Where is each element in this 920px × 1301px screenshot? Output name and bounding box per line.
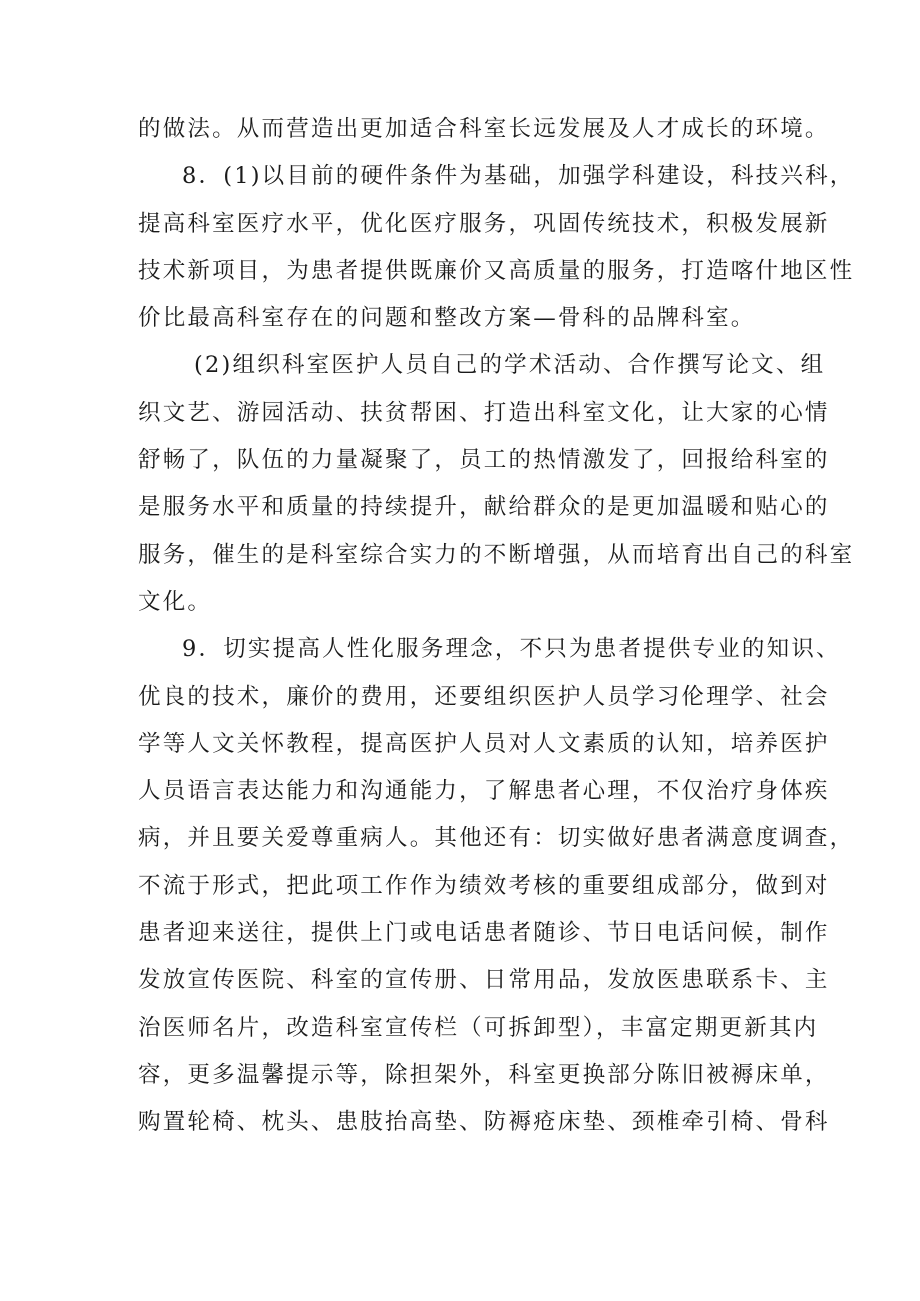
text-line: 技术新项目，为患者提供既廉价又高质量的服务，打造喀什地区性 (138, 257, 855, 284)
text-line: 服务，催生的是科室综合实力的不断增强，从而培育出自己的科室 (138, 541, 855, 568)
text-line: 学等人文关怀教程，提高医护人员对人文素质的认知，培养医护 (138, 730, 830, 757)
text-line: 不流于形式，把此项工作作为绩效考核的重要组成部分，做到对 (138, 872, 830, 899)
text-line: 治医师名片，改造科室宣传栏（可拆卸型），丰富定期更新其内 (138, 1014, 819, 1041)
text-line: 容，更多温馨提示等，除担架外，科室更换部分陈旧被褥床单， (138, 1061, 830, 1088)
document-body (138, 106, 855, 1147)
text-line: 舒畅了，队伍的力量凝聚了，员工的热情激发了，回报给科室的 (138, 447, 830, 474)
text-line: 人员语言表达能力和沟通能力，了解患者心理，不仅治疗身体疾 (138, 778, 830, 805)
text-line: 优良的技术，廉价的费用，还要组织医护人员学习伦理学、社会 (138, 683, 830, 710)
text-line: 发放宣传医院、科室的宣传册、日常用品，发放医患联系卡、主 (138, 967, 830, 994)
text-line: (2)组织科室医护人员自己的学术活动、合作撰写论文、组 (194, 352, 826, 379)
text-line: 文化。 (138, 588, 213, 615)
text-line: 9．切实提高人性化服务理念，不只为患者提供专业的知识、 (182, 636, 841, 663)
text-line: 提高科室医疗水平，优化医疗服务，巩固传统技术，积极发展新 (138, 210, 830, 237)
text-line: 价比最高科室存在的问题和整改方案—骨科的品牌科室。 (138, 305, 756, 332)
text-line: 患者迎来送往，提供上门或电话患者随诊、节日电话问候，制作 (138, 920, 830, 947)
text-line: 病，并且要关爱尊重病人。其他还有：切实做好患者满意度调查， (138, 825, 855, 852)
text-line: 是服务水平和质量的持续提升，献给群众的是更加温暖和贴心的 (138, 494, 830, 521)
text-line: 购置轮椅、枕头、患肢抬高垫、防褥疮床垫、颈椎牵引椅、骨科 (138, 1109, 830, 1136)
text-line: 织文艺、游园活动、扶贫帮困、打造出科室文化，让大家的心情 (138, 399, 830, 426)
text-line: 的做法。从而营造出更加适合科室长远发展及人才成长的环境。 (138, 116, 830, 142)
text-line: 8．(1)以目前的硬件条件为基础，加强学科建设，科技兴科， (182, 163, 855, 190)
